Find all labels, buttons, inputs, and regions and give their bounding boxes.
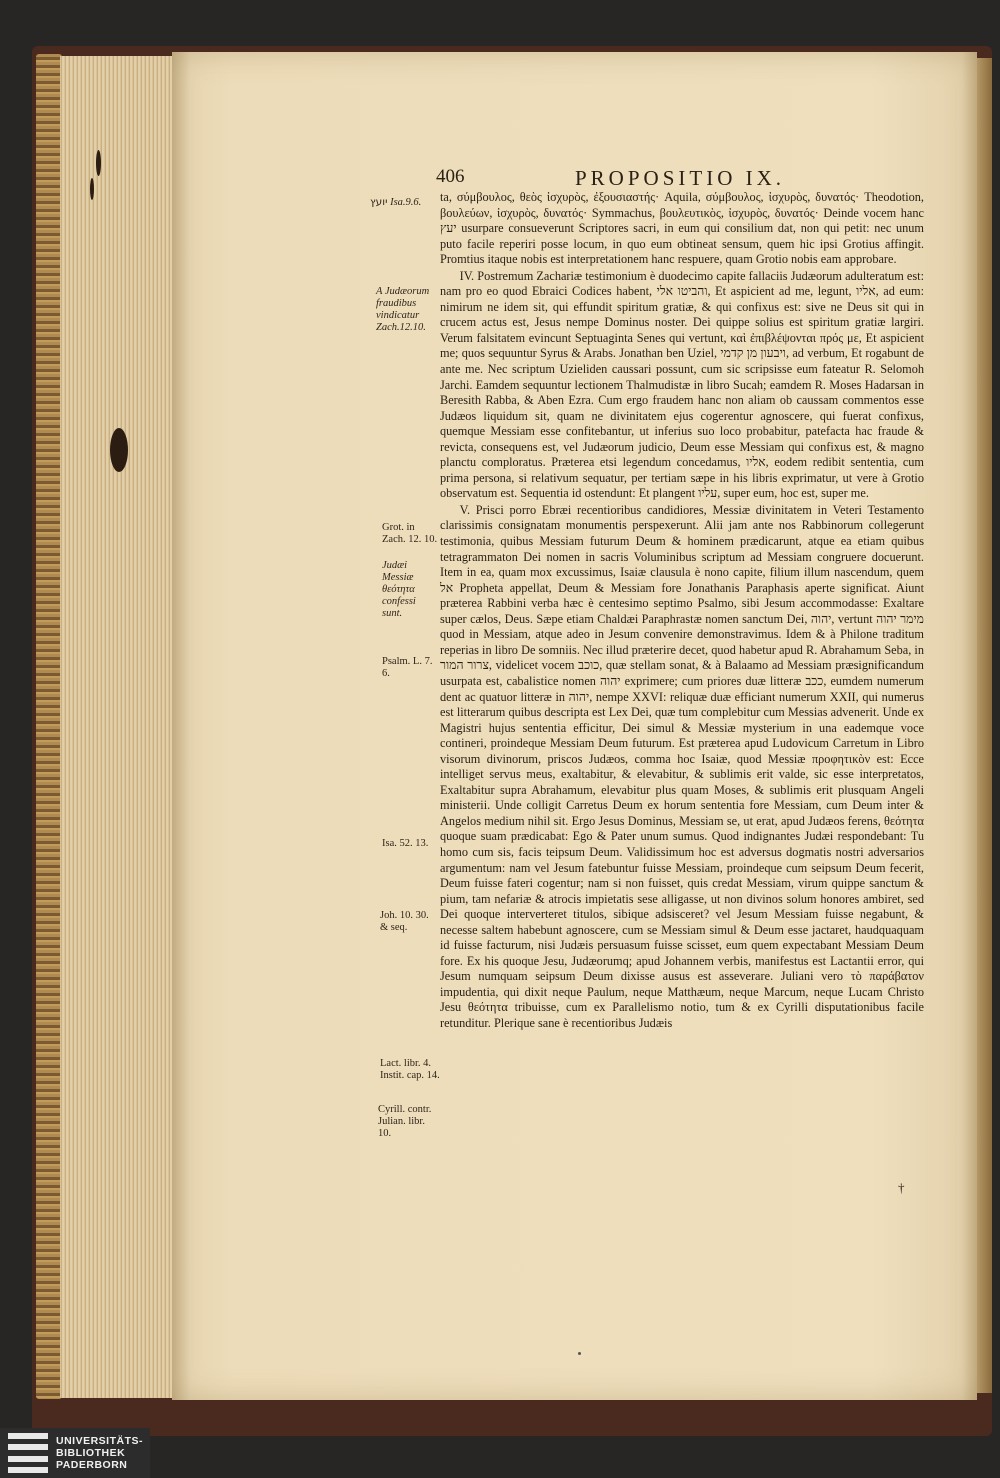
margin-note-isa52: Isa. 52. 13.	[382, 838, 429, 849]
library-name-line2: BIBLIOTHEK	[56, 1447, 126, 1459]
margin-note-frauds: A Judæorum fraudibus vindicatur Zach.12.10.	[376, 286, 430, 333]
running-head: PROPOSITIO IX.	[575, 166, 786, 190]
page-stack	[60, 56, 175, 1398]
ink-stain	[110, 428, 128, 472]
library-name-line3: PADERBORN	[56, 1459, 128, 1471]
margin-note-cyrill: Cyrill. contr. Julian. libr. 10.	[378, 1104, 432, 1139]
ink-stain	[96, 150, 101, 176]
margin-note-isa	[370, 196, 438, 209]
margin-note-lact: Lact. libr. 4. Instit. cap. 14.	[380, 1058, 440, 1081]
margin-note-joh: Joh. 10. 30. & seq.	[380, 910, 429, 933]
right-page-edge	[976, 58, 992, 1393]
margin-note-text: Isa.9.6.	[390, 197, 422, 208]
catchmark: †	[898, 1180, 905, 1195]
margin-note-psalm: Psalm. L. 7. 6.	[382, 656, 433, 679]
main-text	[440, 190, 924, 1032]
hebrew-word: יועץ	[370, 196, 388, 208]
page-number: 406	[436, 166, 465, 187]
library-logo-icon	[8, 1433, 48, 1473]
margin-note-judaei: Judæi Messiæ θεότητα confessi sunt.	[382, 560, 416, 619]
margin-note-grot: Grot. in Zach. 12. 10.	[382, 522, 438, 545]
gilt-edge	[36, 54, 62, 1399]
library-logo	[0, 1428, 150, 1478]
speck	[578, 1352, 581, 1355]
library-name-line1: UNIVERSITÄTS-	[56, 1435, 144, 1447]
ink-stain	[90, 178, 94, 200]
library-name	[56, 1435, 143, 1471]
paragraph-v: V. Prisci porro Ebræi recentioribus candidiores, Messiæ divinitatem in Veteri Testamento clarissimis consignatam monumentis perspexerunt. Alii jam ante nos Rabbinorum collegerunt testimonia, quibus Messiam futurum Deum & hominem prædicarunt, atque ea etiam quibus tetragrammaton Dei nomen in sacris Voluminibus scriptum ad Messiam congruere docuerunt. Item in ea, quam mox excussimus, Isaiæ clausula è nono capite, filium illum nascendum, quem אל Propheta appellat, Deum & Messiam fore Jonathanis Paraphasis aperte significat. Aiunt præterea Rabbini verba hæc è centesimo septimo Psalmo, sibi Jesum accommodasse: Exaltare super cælos, Deus. Sæpe etiam Chaldæi Paraphrastæ nomen sanctum Dei, יהוה, vertunt מימר יהוה quod in Messiam, atque adeo in Jesum convenire demonstravimus. Idem & à Philone traditum reperias in libro De somniis. Nec illud præterire decet, quod habetur apud R. Abrahamum Seba, in צרור המור, videlicet vocem כוכב, quæ stellam sonat, & à Balaamo ad Messiam præsignificandum usurpata est, cabalistice nomen יהוה exprimere; cum priores duæ litteræ ככב, eumdem numerum dent ac quatuor litteræ in יהוה, nempe XXVI: reliquæ duæ efficiant numerum XXII, qui numerus est litterarum quibus descripta est Lex Dei, quæ tum complebitur cum Messias advenerit. Unde ex Magistri hujus sententia efficitur, Dei simul & Messiæ mysterium in una eademque voce contineri, proindeque Messiam Deum futurum. Est præterea apud Ludovicum Carretum in Libro visorum divinorum, priscos Judæos, comma hoc Isaiæ, quod Messiæ προφητικὸν est: Ecce intelliget servus meus, exaltabitur, & elevabitur, & sublimis erit valde, sic esse interpretatos, Exaltabitur supra Abrahamum, elevabitur plus quam Moses, & sublimis erit plusquam Angeli ministerii. Unde colligit Carretus Deum ex horum sententia fore Messiam, cum Deum inter & Angelos medium nihil sit. Ergo Jesus Dominus, Messiam se, ut erat, apud Judæos ferens, θεότητα quoque suam prædicabat: Ego & Pater unum sumus. Quod indignantes Judæi respondebant: Tu homo cum sis, facis teipsum Deum. Validissimum hoc est adversus dogmatis nostri adversarios argumentum: nam vel Jesum fatebuntur fuisse Messiam, proindeque cum seipsum Deum fecerit, Deum fuisse fateri cogentur; nam si non fuisset, quis credat Messiam, virum quippe sanctum & pium, tam nefariæ & atrocis impietatis sese alligasse, ut non divinos solum honores ambiret, sed Dei quoque interverteret titulos, sibique adsisceret? vel Jesum Messiam fuisse negabunt, & necesse saltem habebunt agnoscere, cum se Messiam simul & Deum esse jactaret, haudquaquam id fuisse facturum, nisi Judæis persuasum fuisse scisset, eum quem expectabant Messiam Deum fore. Ex his quoque Jesu, Judæorumq; apud Johannem verbis, manifestus est Lactantii error, qui Jesum numquam seipsum Deum dixisse ausus est asseverare. Juliani vero τὸ παράβατον impudentia, qui dixit neque Paulum, neque Matthæum, neque Marcum, neque Lucam Christo Jesu θεότητα tribuisse, cum ex Parallelismo notio, tum & ex Cyrilli disputationibus facile retunditur. Plerique sane è recentioribus Judæis	[440, 502, 924, 1030]
paragraph-iv: IV. Postremum Zachariæ testimonium è duodecimo capite fallaciis Judæorum adulteratum est: nam pro eo quod Ebraici Codices habent, והביטו אלי, Et aspicient ad me, legunt, אליו, ad eum: nimirum ne idem sit, qui effundit spiritum gratiæ, & qui confixus est: sive ne Deus sit qui in crucem actus est, Jesus nempe Dominus noster. Dei quippe solius est spiritum gratiæ largiri. Verum falsitatem evincunt Septuaginta Senes qui vertunt, καὶ ἐπιβλέψονται πρός με, Et aspicient me; quos sequuntur Syrus & Arabs. Jonathan ben Uziel, ויבעון מן קדמי, ad verbum, Et rogabunt de ante me. Nec scriptum Uzieliden caussari possunt, cum sic scripsisse eum fateatur R. Selomoh Jarchi. Eamdem sequuntur lectionem Thalmudistæ in libro Sucah; eamdem R. Moses Hadarsan in Beresith Rabba, & Aben Ezra. Cum ergo fraudem hanc non aliam ob caussam commentos esse Judæos liquidum sit, quam ne divinitatem ejus cogerentur agnoscere, qui fuerat confixus, quemque Messiam esse confitebantur, ut inferius suo loco probabitur, patefacta hac fraude & revicta, consequens est, vel Judæorum judicio, Deum esse Messiam qui confixus est, & magno planctu comploratus. Præterea etsi legendum concedamus, אליו, eodem redibit sententia, cum prima persona, si relativum sequatur, per tertiam sæpe in his libris exprimatur, ut vere à Grotio observatum est. Sequentia id ostendunt: Et plangent עליו, super eum, hoc est, super me.	[440, 268, 925, 501]
paragraph-intro: ta, σύμβουλος, θεὸς ἰσχυρὸς, ἐξουσιαστής· Aquila, σύμβουλος, ἰσχυρὸς, δυνατός· Theodotion, βουλεύων, ἰσχυρὸς, δυνατός· Symmachus, βουλευτικὸς, ἰσχυρὸς, δυνατός· Deinde vocem hanc יעץ usurpare consueverunt Scriptores sacri, in eum qui consilium dat, non qui petit: nec unum puto facile reperiri posse locum, in quo eum obtineat sensum, quem hic ipsi Grotius affingit. Promtius itaque nobis est interpretationem hanc respuere, quam Grotio nobis eam approbare.	[440, 190, 924, 267]
